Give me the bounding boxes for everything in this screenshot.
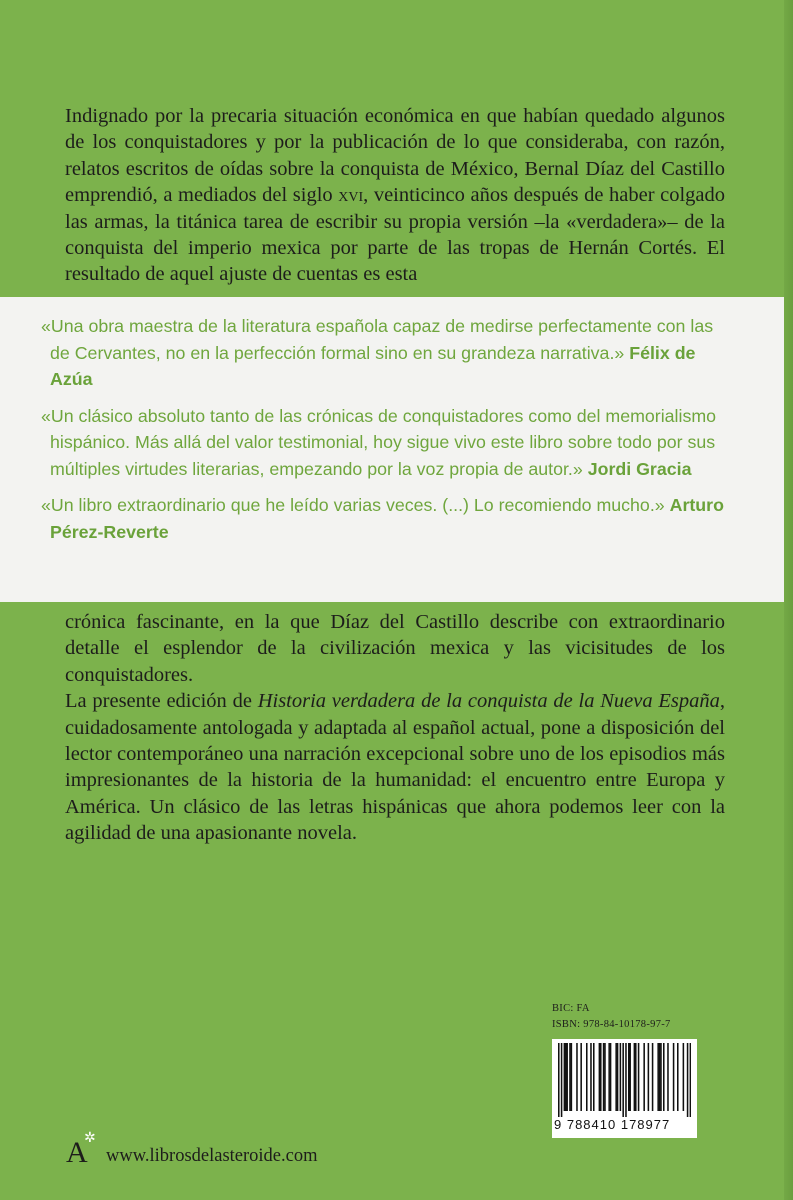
barcode-bar (635, 1043, 637, 1111)
barcode-bar (586, 1043, 588, 1111)
quote-author: Arturo Pérez-Reverte (50, 495, 724, 542)
barcode-bar (652, 1043, 654, 1111)
publisher-url[interactable]: www.librosdelasteroide.com (106, 1146, 318, 1166)
barcode-bar (648, 1043, 650, 1111)
barcode-bar (593, 1043, 595, 1111)
publisher-logo (66, 1130, 100, 1168)
barcode-bar (610, 1043, 612, 1111)
synopsis-text-b: , veinticinco años después de haber colgado las armas, la titánica tarea de escribir su propia versión –la «verdadera»– de la conquista del imperio mexica por parte de las tropas de Hernán Cortés. El resultado de aquel ajuste de cuentas es esta (65, 184, 726, 286)
barcode-bar (565, 1043, 567, 1111)
barcode-bar (667, 1043, 669, 1111)
barcode-bar (576, 1043, 578, 1111)
review-quotes (41, 313, 731, 555)
barcode-bar (625, 1043, 627, 1117)
barcode-bar (660, 1043, 662, 1111)
barcode-bar (603, 1043, 605, 1111)
barcode-bar (620, 1043, 622, 1111)
barcode-bar (634, 1043, 636, 1111)
barcode-block (552, 1001, 697, 1138)
synopsis-paragraph-1 (65, 103, 725, 288)
barcode-bar (687, 1043, 689, 1117)
barcode-bar (615, 1043, 617, 1111)
barcode-bar (599, 1043, 601, 1111)
edition-paragraph (65, 688, 725, 846)
review-quote (41, 492, 731, 545)
barcode-bar (677, 1043, 679, 1111)
barcode-bar (617, 1043, 619, 1111)
barcode-bar (673, 1043, 675, 1111)
publisher-footer (66, 1130, 318, 1168)
barcode-bar (628, 1043, 630, 1111)
quote-text: «Un libro extraordinario que he leído varias veces. (...) Lo recomiendo mucho.» (41, 495, 665, 515)
barcode-bar (558, 1043, 560, 1117)
barcode-digits: 9 788410 178977 (554, 1117, 671, 1132)
book-title: Historia verdadera de la conquista de la Nueva España (257, 690, 720, 713)
logo-letter: A (66, 1136, 88, 1169)
barcode-bar (683, 1043, 685, 1111)
synopsis-opening (65, 103, 725, 288)
barcode-bar (657, 1043, 659, 1111)
barcode-bar (629, 1043, 631, 1111)
spine-edge (784, 0, 793, 1200)
synopsis-paragraph-2: crónica fascinante, en la que Díaz del Castillo describe con extraordinario detalle el esplendor de la civilización mexica y las vicisitudes de los conquistadores. (65, 611, 725, 686)
edition-description: , cuidadosamente antologada y adaptada al español actual, pone a disposición del lector contemporáneo una narración excepcional sobre uno de los episodios más impresionantes de la historia de la humanidad: el encuentro entre Europa y América. Un clásico de las letras hispánicas que ahora podemos leer con la agilidad de una apasionante novela. (65, 690, 725, 845)
barcode-bar (663, 1043, 665, 1111)
quote-author: Jordi Gracia (587, 458, 692, 479)
barcode-bars (558, 1043, 691, 1117)
century-smallcaps: xvi (338, 184, 364, 207)
bic-code: BIC: FA (552, 1003, 590, 1014)
barcode-bar (659, 1043, 661, 1111)
asterisk-icon: ✲ (84, 1131, 96, 1146)
barcode-bar (643, 1043, 645, 1111)
edition-intro: La presente edición de (65, 690, 258, 713)
barcode-bar (608, 1043, 610, 1111)
barcode-bar (571, 1043, 573, 1111)
isbn-number: ISBN: 978-84-10178-97-7 (552, 1019, 671, 1030)
barcode-bar (590, 1043, 592, 1111)
quote-text: «Una obra maestra de la literatura española capaz de medirse perfectamente con las de Cervantes, no en la perfección formal sino en su grandeza narrativa.» (41, 316, 714, 363)
barcode-bar (561, 1043, 563, 1117)
synopsis-continuation (65, 609, 725, 847)
barcode-bar (638, 1043, 640, 1111)
barcode-bar (604, 1043, 606, 1111)
barcode (552, 1039, 697, 1138)
barcode-bar (569, 1043, 571, 1111)
review-quote (41, 313, 731, 393)
barcode-bar (622, 1043, 624, 1117)
barcode-bar (690, 1043, 691, 1117)
barcode-bar (564, 1043, 566, 1111)
barcode-bar (580, 1043, 582, 1111)
barcode-bar (600, 1043, 602, 1111)
synopsis-text-a: Indignado por la precaria situación económica en que habían quedado algunos de los conquistadores y por la publicación de lo que consideraba, con razón, relatos escritos de oídas sobre la conquista de México, Bernal Díaz del Castillo emprendió, a mediados del siglo (65, 105, 725, 207)
barcode-bar (566, 1043, 568, 1111)
quote-text: «Un clásico absoluto tanto de las crónicas de conquistadores como del memorialismo hispánico. Más allá del valor testimonial, hoy sigue vivo este libro sobre todo por sus múltiples virtudes literarias, empezando por la voz propia de autor.» (41, 405, 717, 479)
review-quote (41, 403, 731, 483)
quote-author: Félix de Azúa (50, 342, 696, 389)
